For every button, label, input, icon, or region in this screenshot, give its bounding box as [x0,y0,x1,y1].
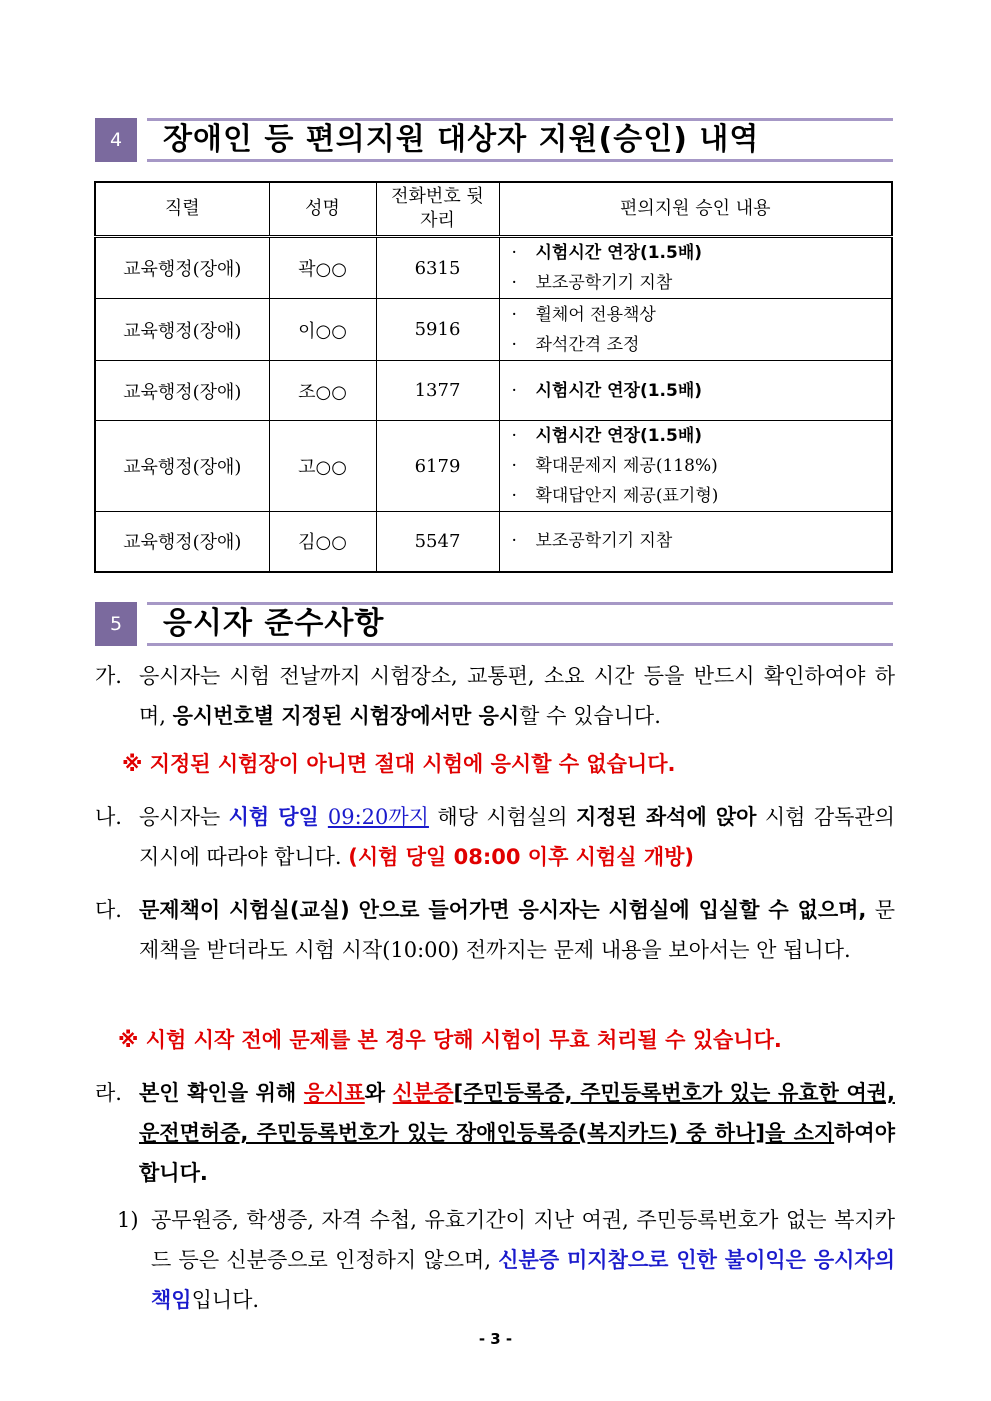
rule-ra-sub1 [117,1200,895,1320]
support-item-text: 보조공학기기 지참 [535,531,673,552]
support-item-text: 확대답안지 제공(표기형) [535,486,719,506]
cell-name: 이○○ [269,299,376,361]
cell-name: 고○○ [269,421,376,512]
section-title: 응시자 준수사항 [163,606,385,641]
bullet-icon: · [511,426,517,446]
support-item [512,451,892,481]
rule-label: 라. [95,1081,122,1105]
rule-text: 문제책이 시험실(교실) 안으로 들어가면 응시자는 시험실에 입실할 수 없으며, 문제책을 받더라도 시험 시작(10:00) 전까지는 문제 내용을 보아서는 안 됩니다. [139,898,895,962]
section-4-header [95,118,893,162]
support-item [512,330,892,360]
support-item-text: 시험시간 연장(1.5배) [535,426,703,446]
cell-job: 교육행정(장애) [95,237,269,299]
cell-name: 곽○○ [269,237,376,299]
rule-text: 본인 확인을 위해 응시표와 신분증[주민등록증, 주민등록번호가 있는 유효한 여권, 운전면허증, 주민등록번호가 있는 장애인등록증(복지카드) 중 하나]을 소지하여야 합니다. [139,1081,895,1185]
bullet-icon: · [511,486,517,506]
cell-phone: 6315 [376,237,499,299]
support-item-text: 좌석간격 조정 [535,334,640,355]
section-title: 장애인 등 편의지원 대상자 지원(승인) 내역 [163,122,760,157]
support-item-text: 확대문제지 제공(118%) [535,456,718,476]
bullet-icon: · [511,334,517,355]
rule-label: 다. [95,898,122,922]
cell-name: 김○○ [269,512,376,572]
table-row [95,361,892,421]
rule-text: 응시자는 시험 당일 09:20까지 해당 시험실의 지정된 좌석에 앉아 시험 감독관의 지시에 따라야 합니다. (시험 당일 08:00 이후 시험실 개방) [139,805,895,869]
section-5-header [95,602,893,646]
rule-label: 1) [117,1208,139,1232]
section-number: 4 [95,118,137,162]
support-item [512,300,892,330]
support-item-text: 시험시간 연장(1.5배) [535,380,703,401]
header-content: 편의지원 승인 내용 [499,182,892,237]
rule-label: 가. [95,664,122,688]
bullet-icon: · [511,531,517,552]
bullet-icon: · [511,243,517,263]
section-number: 5 [95,602,137,646]
rule-label: 나. [95,805,122,829]
table-row [95,512,892,572]
table-row [95,421,892,512]
table-row [95,237,892,299]
cell-job: 교육행정(장애) [95,299,269,361]
cell-job: 교육행정(장애) [95,361,269,421]
cell-content [499,512,892,572]
bullet-icon: · [511,380,517,401]
cell-content [499,237,892,299]
cell-content [499,299,892,361]
support-item [512,376,892,406]
rule-ga [95,656,895,736]
support-item-text: 휠체어 전용책상 [535,304,656,325]
rule-text: 응시자는 시험 전날까지 시험장소, 교통편, 소요 시간 등을 반드시 확인하여야 하며, 응시번호별 지정된 시험장에서만 응시할 수 있습니다. [139,664,895,728]
table-row [95,299,892,361]
divider [147,643,893,646]
warning-note: ※ 시험 시작 전에 문제를 본 경우 당해 시험이 무효 처리될 수 있습니다. [118,1028,782,1052]
cell-phone: 5547 [376,512,499,572]
rule-da [95,890,895,970]
cell-phone: 6179 [376,421,499,512]
header-name: 성명 [269,182,376,237]
rule-text: 공무원증, 학생증, 자격 수첩, 유효기간이 지난 여권, 주민등록번호가 없는 복지카드 등은 신분증으로 인정하지 않으며, 신분증 미지참으로 인한 불이익은 응시자의 책임입니다. [151,1208,895,1312]
support-item [512,481,892,511]
cell-name: 조○○ [269,361,376,421]
support-item [512,526,892,556]
header-phone: 전화번호 뒷자리 [376,182,499,237]
support-table [94,181,893,573]
cell-content [499,361,892,421]
bullet-icon: · [511,304,517,325]
bullet-icon: · [511,456,517,476]
header-job: 직렬 [95,182,269,237]
bullet-icon: · [511,273,517,293]
cell-phone: 1377 [376,361,499,421]
page-number: - 3 - [478,1330,513,1348]
warning-note: ※ 지정된 시험장이 아니면 절대 시험에 응시할 수 없습니다. [122,752,676,776]
rule-ra [95,1073,895,1193]
rule-na [95,797,895,877]
cell-phone: 5916 [376,299,499,361]
cell-job: 교육행정(장애) [95,421,269,512]
divider [147,159,893,162]
cell-job: 교육행정(장애) [95,512,269,572]
cell-content [499,421,892,512]
support-item [512,421,892,451]
support-item [512,238,892,268]
support-item-text: 보조공학기기 지참 [535,273,673,293]
table-header-row [95,182,892,237]
support-item [512,268,892,298]
support-item-text: 시험시간 연장(1.5배) [535,243,703,263]
